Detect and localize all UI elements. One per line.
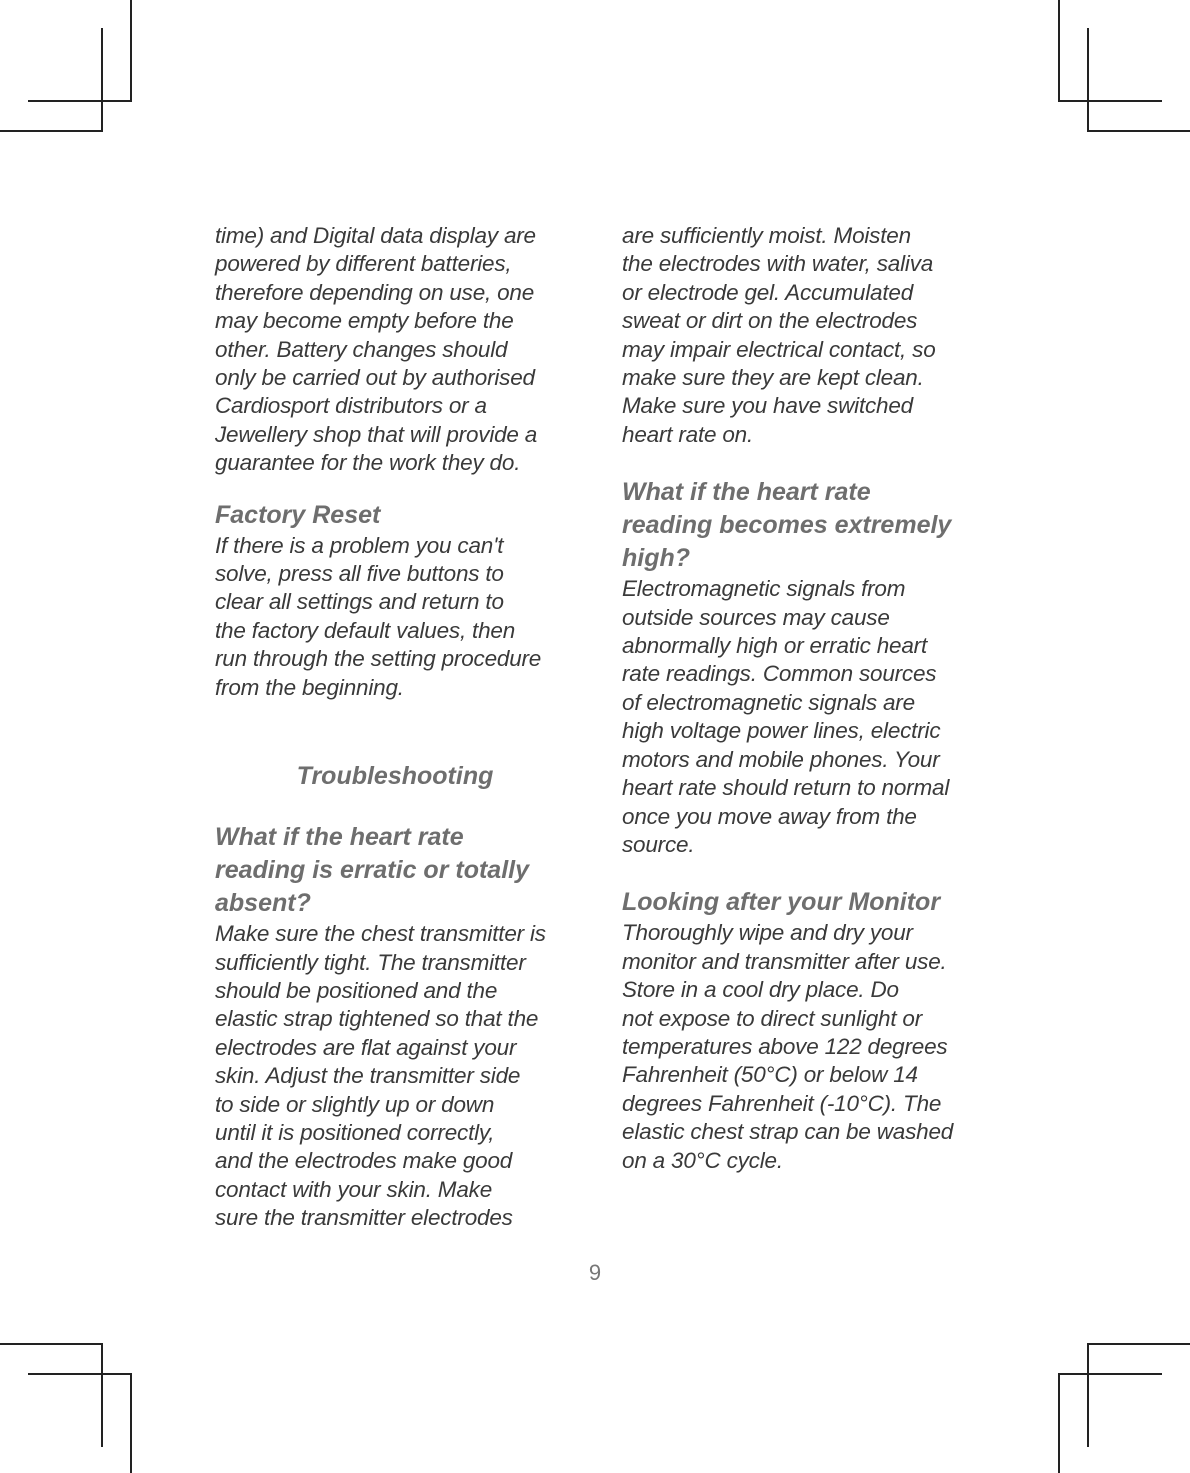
crop-mark-top-left-outer-h <box>28 100 132 102</box>
text-line: on a 30°C cycle. <box>622 1147 783 1173</box>
erratic-reading-heading <box>215 821 585 920</box>
text-line: once you move away from the <box>622 803 917 829</box>
text-line: Make sure you have switched <box>622 393 914 419</box>
text-line: Jewellery shop that will provide a <box>215 421 538 447</box>
right-column <box>622 222 997 1175</box>
crop-mark-top-right-outer-v <box>1058 0 1060 102</box>
erratic-reading-paragraph <box>215 920 585 1232</box>
text-line: skin. Adjust the transmitter side <box>215 1063 521 1089</box>
high-reading-paragraph <box>622 575 997 859</box>
text-line: high voltage power lines, electric <box>622 718 941 744</box>
heading-line: reading is erratic or totally <box>215 856 529 885</box>
heading-line: reading becomes extremely <box>622 511 952 540</box>
crop-mark-bottom-left-inner-h <box>0 1343 103 1345</box>
troubleshooting-title: Troubleshooting <box>296 762 494 791</box>
text-line: until it is positioned correctly, <box>215 1119 495 1145</box>
text-line: solve, press all five buttons to <box>215 561 504 587</box>
crop-mark-bottom-left-inner-v <box>101 1343 103 1447</box>
heading-line: What if the heart rate <box>622 478 871 507</box>
text-line: degrees Fahrenheit (-10°C). The <box>622 1090 942 1116</box>
text-line: heart rate should return to normal <box>622 775 950 801</box>
text-line: from the beginning. <box>215 674 404 700</box>
text-line: only be carried out by authorised <box>215 365 535 391</box>
text-line: and the electrodes make good <box>215 1148 513 1174</box>
heading-line: high? <box>622 544 691 573</box>
text-line: other. Battery changes should <box>215 336 508 362</box>
text-line: should be positioned and the <box>215 977 498 1003</box>
crop-mark-top-right-inner-v <box>1087 28 1089 132</box>
text-line: Fahrenheit (50°C) or below 14 <box>622 1062 918 1088</box>
text-line: outside sources may cause <box>622 604 890 630</box>
text-line: elastic strap tightened so that the <box>215 1006 539 1032</box>
text-line: source. <box>622 831 695 857</box>
text-line: Store in a cool dry place. Do <box>622 977 899 1003</box>
text-line: the factory default values, then <box>215 617 516 643</box>
text-line: make sure they are kept clean. <box>622 365 924 391</box>
text-line: not expose to direct sunlight or <box>622 1005 923 1031</box>
text-line: rate readings. Common sources <box>622 661 937 687</box>
text-line: or electrode gel. Accumulated <box>622 279 914 305</box>
crop-mark-bottom-right-outer-v <box>1058 1373 1060 1473</box>
text-line: Electromagnetic signals from <box>622 576 906 602</box>
text-line: clear all settings and return to <box>215 589 504 615</box>
crop-mark-bottom-left-outer-h <box>28 1373 132 1375</box>
page-number: 9 <box>588 1260 602 1285</box>
text-line: time) and Digital data display are <box>215 223 536 248</box>
text-line: Thoroughly wipe and dry your <box>622 920 913 946</box>
high-reading-heading <box>622 476 997 575</box>
care-heading <box>622 886 997 919</box>
crop-mark-bottom-right-inner-v <box>1087 1343 1089 1447</box>
text-line: monitor and transmitter after use. <box>622 948 947 974</box>
crop-mark-bottom-right-inner-h <box>1087 1343 1190 1345</box>
heading-line: absent? <box>215 889 311 918</box>
text-line: guarantee for the work they do. <box>215 450 521 476</box>
text-line: sweat or dirt on the electrodes <box>622 308 918 334</box>
heading-line: What if the heart rate <box>215 823 464 852</box>
text-line: the electrodes with water, saliva <box>622 251 934 277</box>
factory-reset-heading <box>215 499 585 532</box>
crop-mark-top-left-inner-v <box>101 28 103 132</box>
crop-mark-bottom-right-outer-h <box>1058 1373 1162 1375</box>
text-line: may impair electrical contact, so <box>622 336 936 362</box>
left-column <box>215 222 585 1233</box>
text-line: of electromagnetic signals are <box>622 689 915 715</box>
text-line: may become empty before the <box>215 308 514 334</box>
electrode-moisture-paragraph <box>622 222 997 449</box>
text-line: sure the transmitter electrodes <box>215 1205 513 1231</box>
factory-reset-paragraph <box>215 532 585 702</box>
crop-mark-top-right-inner-h <box>1087 130 1190 132</box>
text-line: to side or slightly up or down <box>215 1091 495 1117</box>
crop-mark-bottom-left-outer-v <box>130 1373 132 1473</box>
text-line: run through the setting procedure <box>215 646 542 672</box>
text-line: Make sure the chest transmitter is <box>215 921 546 947</box>
heading-line: Looking after your Monitor <box>622 888 941 917</box>
crop-mark-top-right-outer-h <box>1058 100 1162 102</box>
text-line: powered by different batteries, <box>215 251 512 277</box>
heading-line: Factory Reset <box>215 500 381 529</box>
text-line: abnormally high or erratic heart <box>622 633 927 659</box>
crop-mark-top-left-inner-h <box>0 130 103 132</box>
text-line: motors and mobile phones. Your <box>622 746 940 772</box>
crop-mark-top-left-outer-v <box>130 0 132 102</box>
text-line: electrodes are flat against your <box>215 1034 517 1060</box>
text-line: sufficiently tight. The transmitter <box>215 949 526 975</box>
text-line: Cardiosport distributors or a <box>215 393 487 419</box>
text-line: therefore depending on use, one <box>215 279 535 305</box>
text-line: are sufficiently moist. Moisten <box>622 223 911 248</box>
text-line: elastic chest strap can be washed <box>622 1119 954 1145</box>
text-line: If there is a problem you can't <box>215 532 504 558</box>
battery-paragraph <box>215 222 585 478</box>
text-line: heart rate on. <box>622 421 754 447</box>
text-line: temperatures above 122 degrees <box>622 1033 948 1059</box>
care-paragraph <box>622 919 997 1175</box>
text-line: contact with your skin. Make <box>215 1176 493 1202</box>
